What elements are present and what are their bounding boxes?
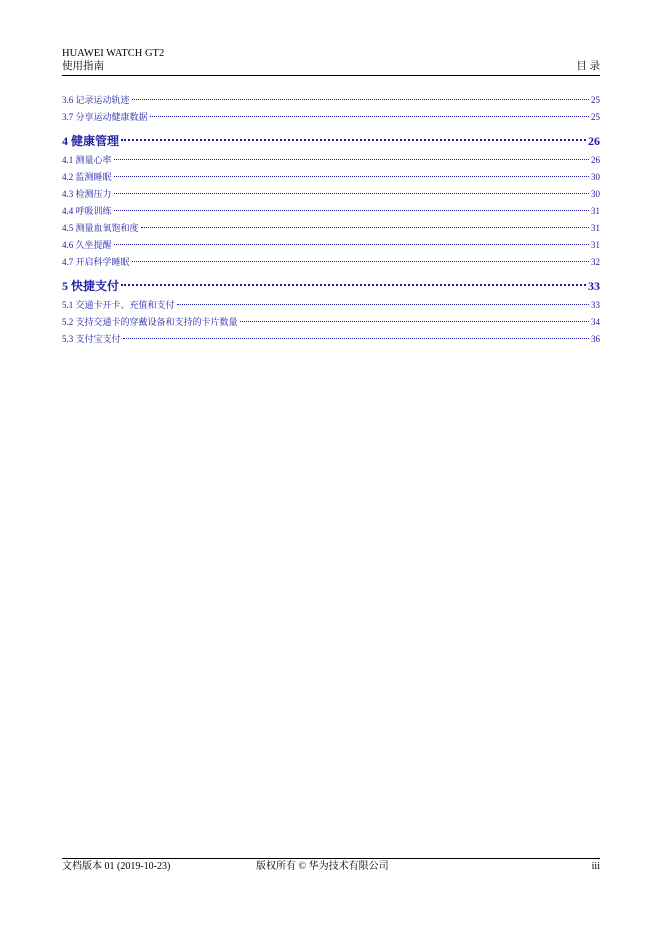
document-title: 使用指南 bbox=[62, 61, 104, 72]
toc-dot-leader bbox=[114, 175, 589, 177]
toc-entry-label: 3.6 记录运动轨迹 bbox=[62, 95, 130, 105]
toc-entry-page: 30 bbox=[591, 172, 600, 182]
toc-section-link[interactable] bbox=[62, 111, 600, 128]
toc-entry-label: 4.1 测量心率 bbox=[62, 155, 112, 165]
table-of-contents bbox=[62, 94, 600, 350]
product-name: HUAWEI WATCH GT2 bbox=[62, 48, 165, 59]
toc-entry-label: 4 健康管理 bbox=[62, 134, 120, 148]
toc-dot-leader bbox=[121, 138, 586, 141]
toc-entry-page: 33 bbox=[591, 300, 600, 310]
toc-section-link[interactable] bbox=[62, 222, 600, 239]
toc-dot-leader bbox=[123, 337, 589, 339]
toc-entry-page: 36 bbox=[591, 334, 600, 344]
section-name: 目 录 bbox=[576, 61, 600, 72]
toc-dot-leader bbox=[240, 320, 589, 322]
toc-entry-page: 25 bbox=[591, 112, 600, 122]
toc-dot-leader bbox=[132, 98, 589, 100]
toc-chapter-link[interactable] bbox=[62, 279, 600, 299]
toc-section-link[interactable] bbox=[62, 205, 600, 222]
toc-entry-page: 25 bbox=[591, 95, 600, 105]
toc-entry-label: 4.4 呼吸训练 bbox=[62, 206, 112, 216]
footer-rule bbox=[62, 858, 600, 859]
header-rule bbox=[62, 75, 600, 76]
toc-entry-label: 4.7 开启科学睡眠 bbox=[62, 257, 130, 267]
toc-entry-label: 5.1 交通卡开卡、充值和支付 bbox=[62, 300, 175, 310]
toc-chapter-link[interactable] bbox=[62, 134, 600, 154]
toc-entry-label: 3.7 分享运动健康数据 bbox=[62, 112, 148, 122]
toc-entry-page: 32 bbox=[591, 257, 600, 267]
toc-entry-page: 26 bbox=[588, 134, 600, 148]
toc-entry-label: 4.2 监测睡眠 bbox=[62, 172, 112, 182]
toc-dot-leader bbox=[114, 158, 589, 160]
toc-section-link[interactable] bbox=[62, 239, 600, 256]
toc-entry-page: 30 bbox=[591, 189, 600, 199]
toc-entry-page: 31 bbox=[591, 206, 600, 216]
toc-section-link[interactable] bbox=[62, 188, 600, 205]
toc-dot-leader bbox=[132, 260, 589, 262]
toc-entry-page: 34 bbox=[591, 317, 600, 327]
copyright-notice: 版权所有 © 华为技术有限公司 bbox=[256, 861, 389, 872]
page-number: iii bbox=[591, 861, 600, 872]
toc-entry-page: 33 bbox=[588, 279, 600, 293]
toc-section-link[interactable] bbox=[62, 316, 600, 333]
toc-entry-label: 4.3 检测压力 bbox=[62, 189, 112, 199]
page-header bbox=[62, 48, 600, 73]
toc-dot-leader bbox=[150, 115, 589, 117]
toc-dot-leader bbox=[121, 283, 586, 286]
toc-entry-label: 4.6 久坐提醒 bbox=[62, 240, 112, 250]
toc-dot-leader bbox=[114, 243, 589, 245]
toc-dot-leader bbox=[141, 226, 589, 228]
toc-dot-leader bbox=[177, 303, 589, 305]
toc-entry-label: 4.5 测量血氧饱和度 bbox=[62, 223, 139, 233]
toc-section-link[interactable] bbox=[62, 333, 600, 350]
toc-section-link[interactable] bbox=[62, 171, 600, 188]
page-footer bbox=[62, 858, 600, 874]
toc-section-link[interactable] bbox=[62, 299, 600, 316]
toc-entry-label: 5.3 支付宝支付 bbox=[62, 334, 121, 344]
toc-section-link[interactable] bbox=[62, 154, 600, 171]
toc-entry-page: 31 bbox=[591, 240, 600, 250]
toc-entry-page: 26 bbox=[591, 155, 600, 165]
document-version: 文档版本 01 (2019-10-23) bbox=[62, 861, 171, 872]
toc-entry-label: 5 快捷支付 bbox=[62, 279, 120, 293]
toc-dot-leader bbox=[114, 192, 589, 194]
toc-entry-label: 5.2 支持交通卡的穿戴设备和支持的卡片数量 bbox=[62, 317, 238, 327]
toc-dot-leader bbox=[114, 209, 589, 211]
toc-section-link[interactable] bbox=[62, 94, 600, 111]
toc-entry-page: 31 bbox=[591, 223, 600, 233]
toc-section-link[interactable] bbox=[62, 256, 600, 273]
